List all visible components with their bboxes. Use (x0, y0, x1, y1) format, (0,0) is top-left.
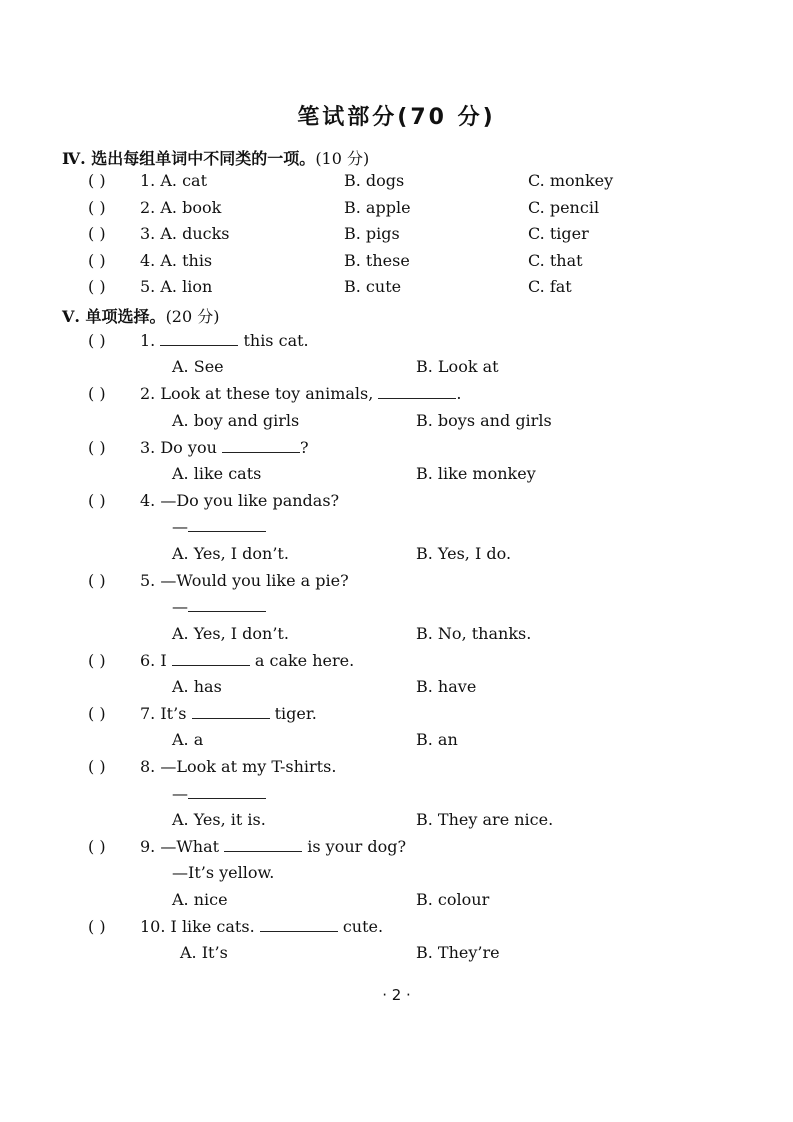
option-b: B. apple (344, 198, 411, 217)
question-end: ? (299, 438, 309, 457)
fill-blank[interactable] (222, 437, 300, 453)
fill-blank[interactable] (172, 650, 250, 666)
option-c: C. tiger (528, 224, 589, 243)
option-c: C. pencil (528, 198, 600, 217)
dash: — (172, 517, 188, 536)
question-stem (140, 702, 317, 726)
option-b: B. Look at (416, 357, 499, 376)
question-text: 5. —Would you like a pie? (140, 571, 349, 590)
question-end: . (456, 384, 462, 403)
fill-blank[interactable] (260, 916, 338, 932)
answer-parens[interactable]: ( ) (88, 251, 106, 270)
dash: — (172, 784, 188, 803)
answer-parens[interactable]: ( ) (88, 198, 106, 217)
answer-parens[interactable]: ( ) (88, 757, 106, 776)
question-text: 3. Do you (140, 438, 217, 457)
answer-parens[interactable]: ( ) (88, 837, 106, 856)
question-text: 7. It’s (140, 704, 187, 723)
option-b: B. No, thanks. (416, 624, 532, 643)
option-a: 3. A. ducks (140, 224, 230, 243)
question-stem (140, 835, 406, 859)
question-text: 4. —Do you like pandas? (140, 491, 340, 510)
option-b: B. cute (344, 277, 402, 296)
question-text: 2. Look at these toy animals, (140, 384, 374, 403)
option-a: 5. A. lion (140, 277, 213, 296)
reply-line (172, 595, 266, 619)
question-stem (140, 382, 462, 406)
option-c: C. monkey (528, 171, 614, 190)
option-a: A. like cats (172, 464, 262, 483)
section-5-heading (62, 304, 220, 327)
fill-blank[interactable] (192, 703, 270, 719)
question-stem (140, 649, 354, 673)
fill-blank[interactable] (378, 383, 456, 399)
section-4-instruction: Ⅳ. 选出每组单词中不同类的一项。 (62, 149, 316, 168)
reply-text: —It’s yellow. (172, 863, 275, 882)
fill-blank[interactable] (224, 836, 302, 852)
option-a: A. a (172, 730, 204, 749)
option-a: A. nice (172, 890, 228, 909)
answer-parens[interactable]: ( ) (88, 704, 106, 723)
option-b: B. They are nice. (416, 810, 554, 829)
question-end: tiger. (274, 704, 317, 723)
fill-blank[interactable] (160, 330, 238, 346)
question-end: a cake here. (254, 651, 355, 670)
option-a: A. Yes, I don’t. (172, 624, 289, 643)
question-stem (140, 329, 309, 353)
section-5-points: (20 分) (165, 307, 220, 326)
option-a: A. has (172, 677, 222, 696)
section-4-heading (62, 146, 369, 169)
answer-parens[interactable]: ( ) (88, 277, 106, 296)
answer-parens[interactable]: ( ) (88, 384, 106, 403)
page-number: · 2 · (382, 986, 411, 1004)
reply-line (172, 515, 266, 539)
question-stem (140, 436, 309, 460)
question-end: cute. (342, 917, 384, 936)
answer-parens[interactable]: ( ) (88, 917, 106, 936)
question-end: is your dog? (307, 837, 407, 856)
option-b: B. Yes, I do. (416, 544, 512, 563)
question-text: 10. I like cats. (140, 917, 255, 936)
question-text: 6. I (140, 651, 167, 670)
fill-blank[interactable] (188, 596, 266, 612)
question-stem (140, 915, 383, 939)
option-b: B. an (416, 730, 458, 749)
option-b: B. pigs (344, 224, 400, 243)
option-b: B. these (344, 251, 410, 270)
option-b: B. dogs (344, 171, 405, 190)
answer-parens[interactable]: ( ) (88, 224, 106, 243)
option-a: A. Yes, I don’t. (172, 544, 289, 563)
option-b: B. like monkey (416, 464, 536, 483)
dash: — (172, 597, 188, 616)
section-5-instruction: Ⅴ. 单项选择。 (62, 307, 166, 326)
fill-blank[interactable] (188, 783, 266, 799)
option-a: 1. A. cat (140, 171, 208, 190)
question-text: 9. —What (140, 837, 220, 856)
option-b: B. have (416, 677, 477, 696)
reply-line (172, 782, 266, 806)
question-number: 1. (140, 331, 156, 350)
option-c: C. fat (528, 277, 572, 296)
question-text: this cat. (243, 331, 309, 350)
answer-parens[interactable]: ( ) (88, 331, 106, 350)
question-text: 8. —Look at my T-shirts. (140, 757, 337, 776)
option-b: B. boys and girls (416, 411, 552, 430)
answer-parens[interactable]: ( ) (88, 438, 106, 457)
answer-parens[interactable]: ( ) (88, 571, 106, 590)
answer-parens[interactable]: ( ) (88, 491, 106, 510)
option-c: C. that (528, 251, 583, 270)
answer-parens[interactable]: ( ) (88, 651, 106, 670)
option-a: A. boy and girls (172, 411, 300, 430)
option-b: B. They’re (416, 943, 500, 962)
section-4-points: (10 分) (315, 149, 370, 168)
option-a: 4. A. this (140, 251, 213, 270)
option-a: A. Yes, it is. (172, 810, 266, 829)
answer-parens[interactable]: ( ) (88, 171, 106, 190)
page-title: 笔试部分(70 分) (297, 105, 496, 130)
fill-blank[interactable] (188, 516, 266, 532)
option-a: A. It’s (180, 943, 228, 962)
option-b: B. colour (416, 890, 490, 909)
option-a: A. See (172, 357, 224, 376)
option-a: 2. A. book (140, 198, 222, 217)
